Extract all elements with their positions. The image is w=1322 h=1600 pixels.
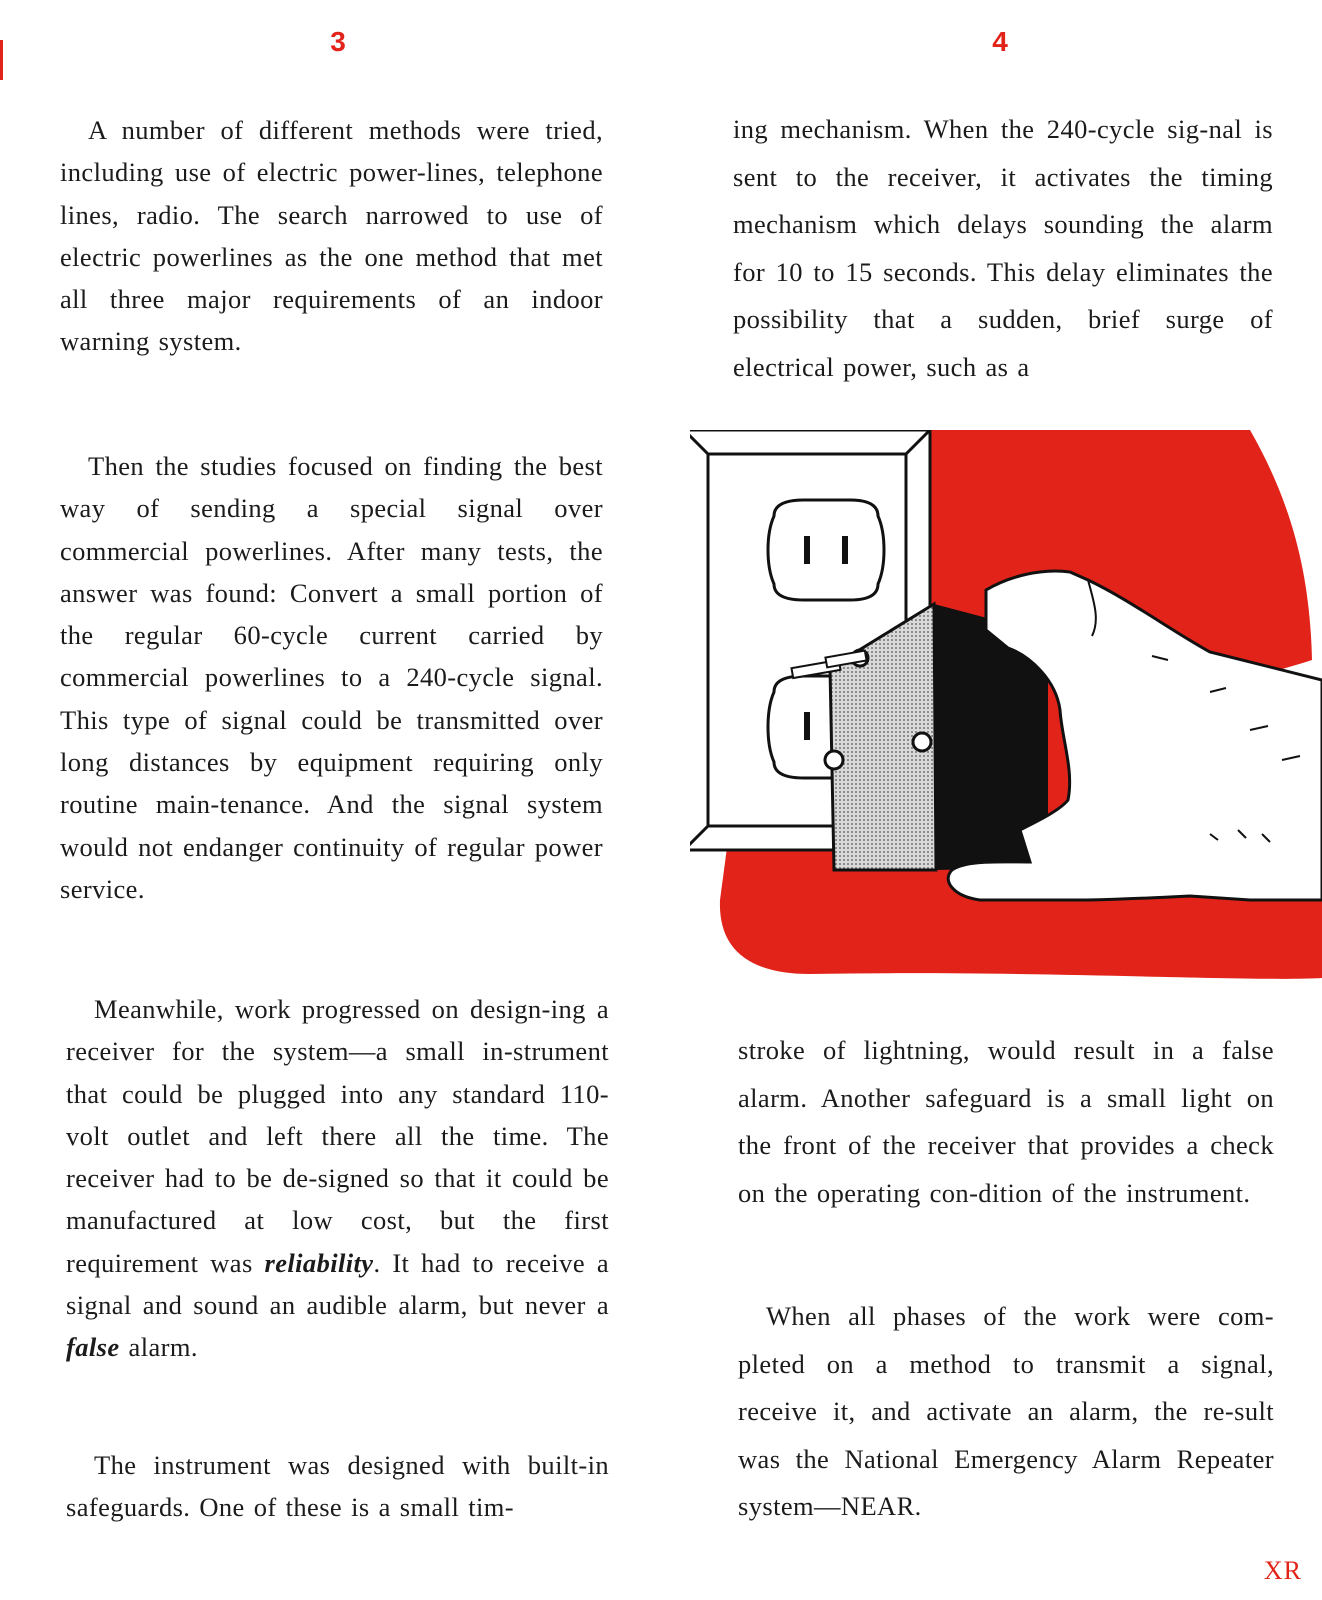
left-paragraph-2: Then the studies focused on finding the best way of sending a special signal over commercial powerlines. After many tests, the answer was found: Convert a small portion of the regular 60-cycle current carried by commercial powerlines to a 240-cycle signal. This type of signal could be transmitted over long distances by equipment requiring only routine main-tenance. And the signal system would not endanger continuity of regular power service. — [60, 451, 603, 904]
right-paragraph-2: stroke of lightning, would result in a false alarm. Another safeguard is a small light on the front of the receiver that provides a check on the operating con-dition of the instrument. — [738, 1035, 1274, 1208]
left-paragraph-3 — [66, 988, 609, 1369]
receiver-screw — [825, 751, 843, 769]
right-paragraph-3: When all phases of the work were com-pleted on a method to transmit a signal, receive it, and activate an alarm, the re-sult was the National Emergency Alarm Repeater system—NEAR. — [738, 1301, 1274, 1521]
left-paragraph-1: A number of different methods were tried, including use of electric power-lines, telephone lines, radio. The search narrowed to use of electric powerlines as the one method that met all three major requirements of an indoor warning system. — [60, 115, 603, 357]
page-number-left: 3 — [330, 26, 346, 57]
paragraph-text: alarm. — [128, 1332, 198, 1363]
page-edge-mark — [0, 40, 3, 80]
emphasis-false: false — [66, 1332, 120, 1363]
outlet-and-hand-illustration — [690, 430, 1322, 990]
paragraph-text: Meanwhile, work progressed on design-ing a receiver for the system—a small in-strument that could be plugged into any standard 110-volt outlet and left there all the time. The receiver had to be de-signed so that it could be manufactured at low cost, but the first requirement was — [66, 994, 609, 1278]
paragraph-text: . It had to receive a signal and sound an audible alarm, but never a — [66, 1247, 609, 1321]
emphasis-reliability: reliability — [264, 1247, 374, 1278]
corner-watermark: XR — [1263, 1556, 1302, 1585]
right-paragraph-1: ing mechanism. When the 240-cycle sig-nal is sent to the receiver, it activates the timing mechanism which delays sounding the alarm for 10 to 15 seconds. This delay eliminates the possibility that a sudden, brief surge of electrical power, such as a — [733, 114, 1273, 382]
page-number-right: 4 — [992, 26, 1008, 57]
left-paragraph-4: The instrument was designed with built-in safeguards. One of these is a small tim- — [66, 1450, 609, 1523]
upper-socket — [768, 500, 884, 600]
receiver-screw — [913, 733, 931, 751]
